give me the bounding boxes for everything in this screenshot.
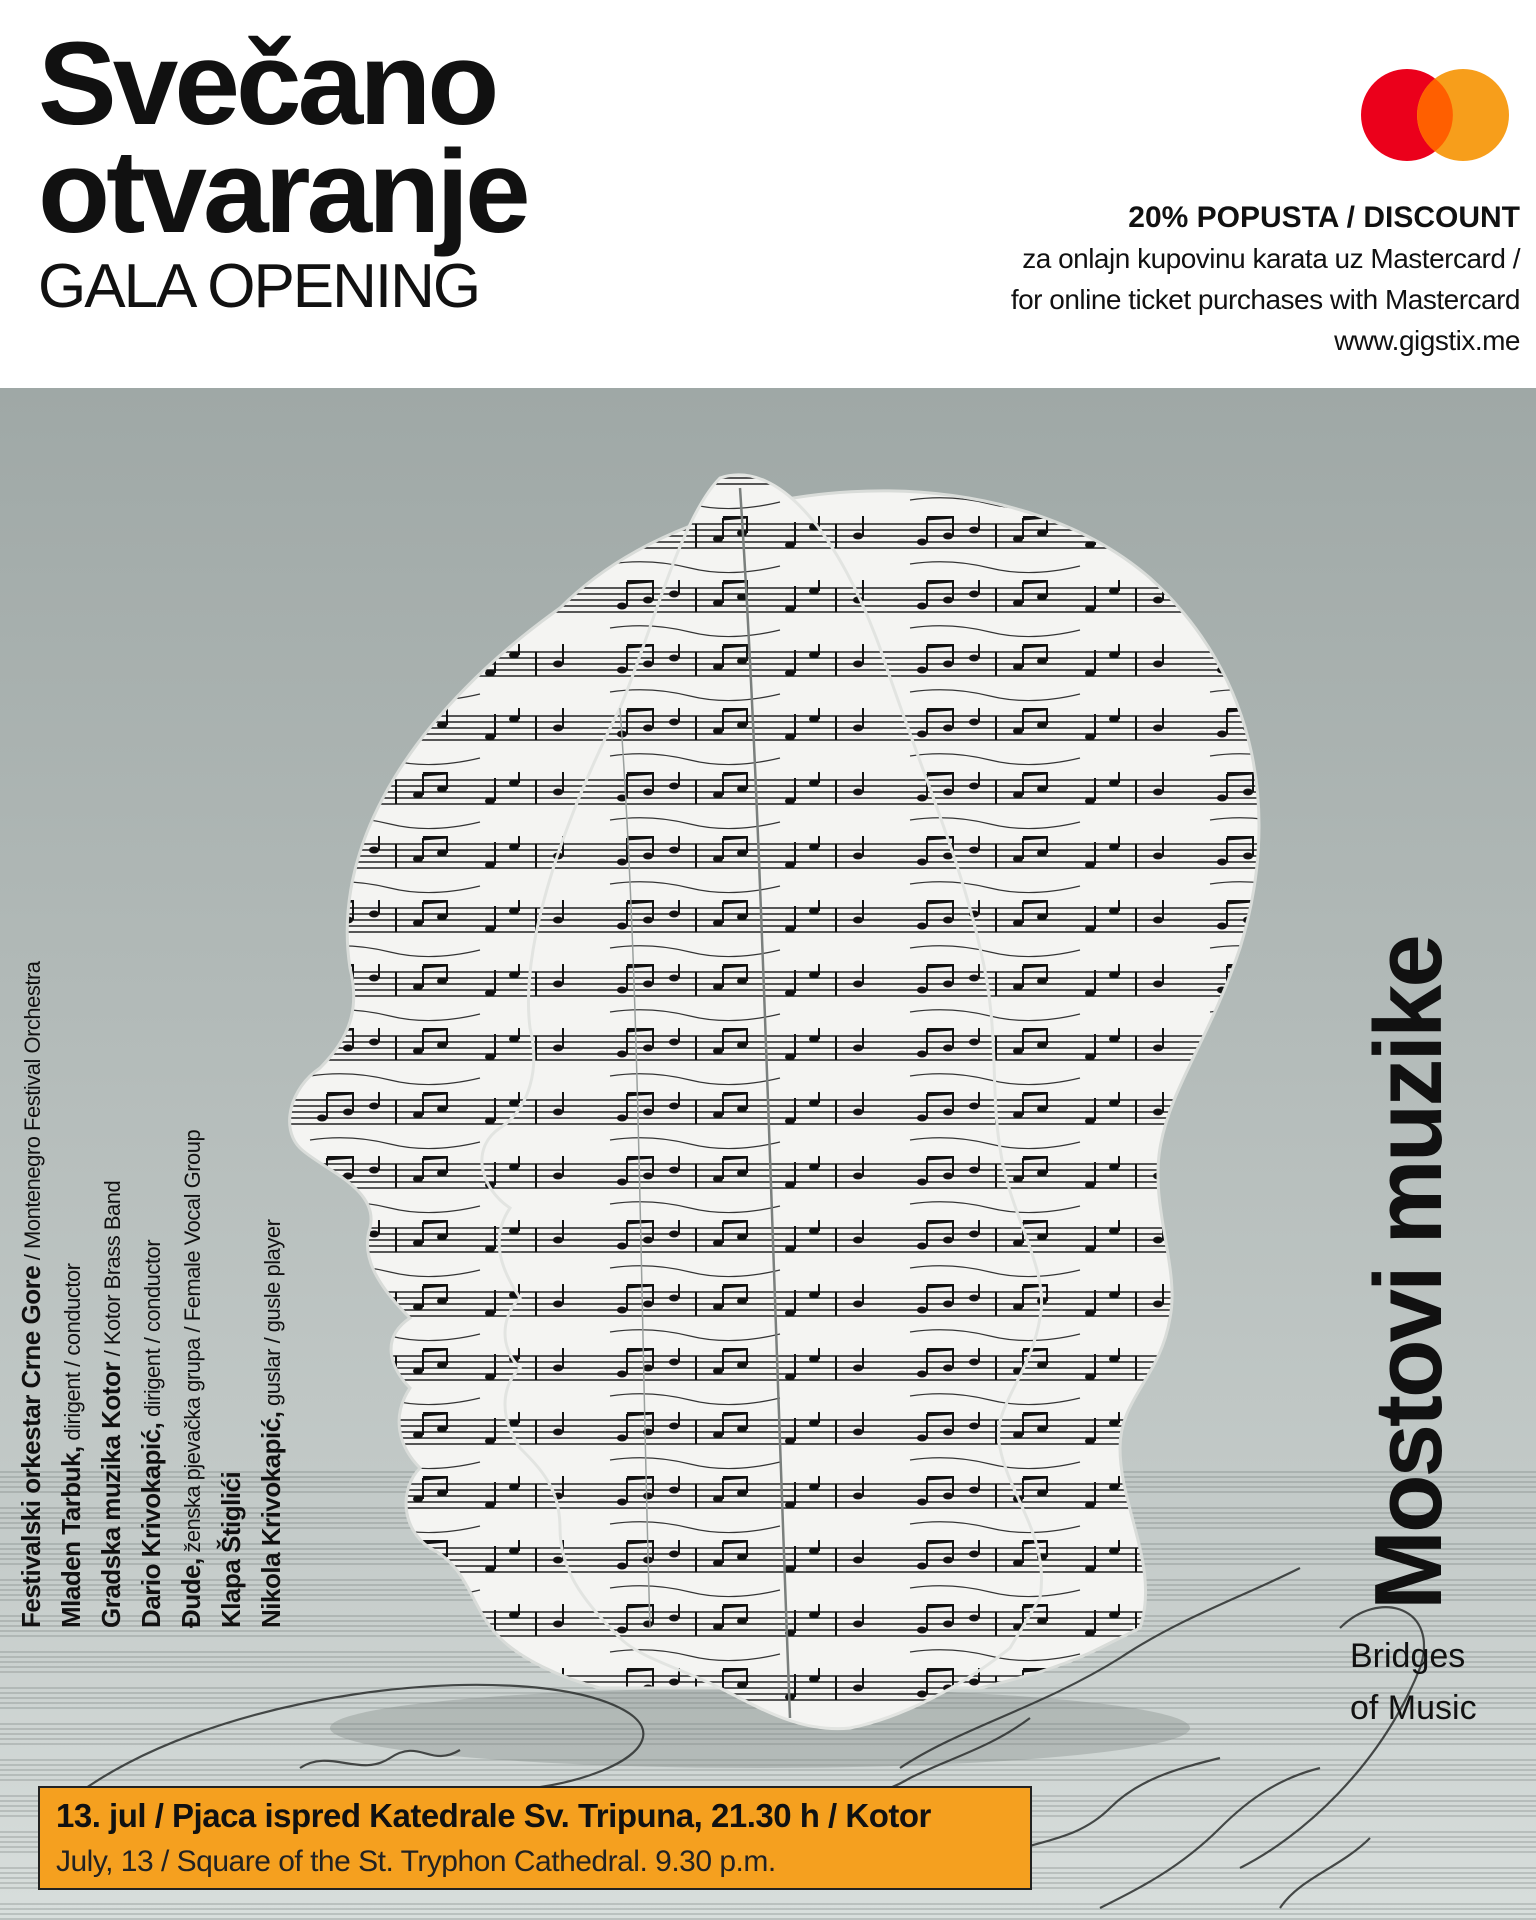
performer-item: Klapa Štiglići xyxy=(216,1471,246,1628)
performer-item: Nikola Krivokapić, guslar / gusle player xyxy=(256,1219,286,1628)
event-details-english: July, 13 / Square of the St. Tryphon Cathedral. 9.30 p.m. xyxy=(56,1845,776,1878)
performer-item: Đude, ženska pjevačka grupa / Female Vocal Group xyxy=(176,1129,206,1628)
mastercard-logo-icon xyxy=(1360,68,1510,162)
discount-text-english: for online ticket purchases with Mastercard xyxy=(1010,284,1520,315)
performer-list xyxy=(12,828,292,1628)
event-details-local: 13. jul / Pjaca ispred Katedrale Sv. Tripuna, 21.30 h / Kotor xyxy=(56,1797,931,1834)
series-subtitle-line-2: of Music xyxy=(1350,1689,1477,1727)
website-link[interactable]: www.gigstix.me xyxy=(1334,325,1520,356)
subtitle: GALA OPENING xyxy=(38,252,480,321)
discount-block xyxy=(1011,198,1520,361)
hero-photo xyxy=(0,388,1536,1920)
discount-headline: 20% POPUSTA / DISCOUNT xyxy=(1128,201,1520,234)
title-line-1: Svečano xyxy=(38,18,496,150)
series-subtitle xyxy=(1350,1630,1477,1734)
series-title: Mostovi muzike xyxy=(1355,937,1462,1610)
performer-item: Mladen Tarbuk, dirigent / conductor xyxy=(56,1263,86,1628)
title-block xyxy=(38,18,527,322)
performer-item: Gradska muzika Kotor / Kotor Brass Band xyxy=(96,1180,126,1628)
performer-item: Dario Krivokapić, dirigent / conductor xyxy=(136,1239,166,1628)
event-banner xyxy=(38,1786,1032,1890)
performer-item: Festivalski orkestar Crne Gore / Montenegro Festival Orchestra xyxy=(16,961,46,1628)
title-line-2: otvaranje xyxy=(38,126,527,258)
discount-text-local: za onlajn kupovinu karata uz Mastercard / xyxy=(1022,243,1520,274)
series-subtitle-line-1: Bridges xyxy=(1350,1637,1466,1675)
